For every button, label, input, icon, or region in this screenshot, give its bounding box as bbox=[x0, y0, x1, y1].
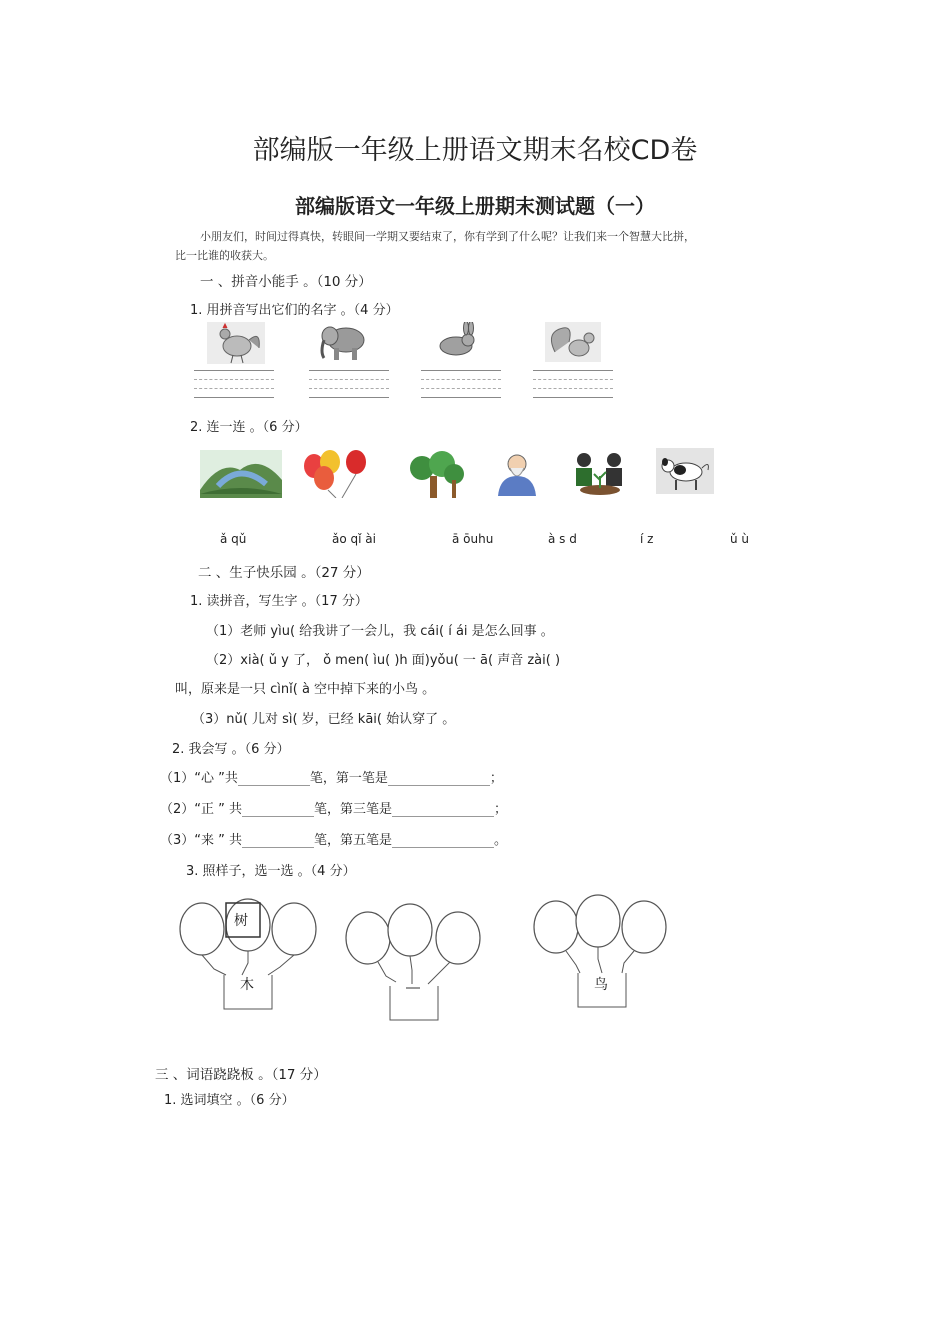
stroke-question-1 bbox=[160, 767, 503, 786]
balloon-group-example bbox=[176, 895, 322, 1015]
pinyin-writing-lines-1[interactable] bbox=[194, 370, 274, 400]
rooster-image bbox=[207, 322, 265, 364]
stroke-question-2-char: （2）“正 ” 共 bbox=[160, 802, 243, 817]
pinyin-item-5: í z bbox=[640, 532, 654, 546]
stroke-name-blank-3[interactable] bbox=[392, 833, 494, 848]
balloon-group-3[interactable] bbox=[530, 893, 676, 1013]
balloon-group-2[interactable] bbox=[342, 900, 488, 1025]
exam-title: 部编版语文一年级上册期末测试题（一） bbox=[295, 194, 655, 218]
pinyin-sentence-1: （1）老师 yìu( 给我讲了一会儿，我 cái( í ái 是怎么回事 。 bbox=[206, 624, 554, 639]
pinyin-sentence-2-cont: 叫，原来是一只 cìnǐ( à 空中掉下来的小鸟 。 bbox=[175, 682, 436, 697]
stroke-question-3 bbox=[160, 829, 507, 848]
dog-image bbox=[656, 448, 714, 494]
balloon-example-base: 木 bbox=[240, 977, 254, 993]
pinyin-writing-lines-4[interactable] bbox=[533, 370, 613, 400]
children-planting-image bbox=[566, 448, 634, 496]
pinyin-writing-lines-3[interactable] bbox=[421, 370, 501, 400]
stroke-count-blank-2[interactable] bbox=[242, 802, 314, 817]
stroke-question-2-end: ； bbox=[494, 802, 508, 817]
stroke-count-blank-3[interactable] bbox=[242, 833, 314, 848]
balloons-image bbox=[298, 448, 374, 498]
balloon-example-char: 树 bbox=[234, 913, 248, 929]
pinyin-sentence-2: （2）xià( ǔ y 了， ǒ men( ìu( )h 面)yǒu( 一 ā( 声音 zài( ) bbox=[206, 653, 561, 668]
pinyin-item-1: ǎ qǔ bbox=[220, 532, 247, 546]
pinyin-writing-lines-2[interactable] bbox=[309, 370, 389, 400]
pinyin-item-2: ǎo qǐ ài bbox=[332, 532, 376, 546]
pinyin-item-4: à s d bbox=[548, 532, 577, 546]
rabbit-image bbox=[430, 322, 480, 358]
pinyin-item-6: ǔ ù bbox=[730, 532, 750, 546]
pinyin-sentence-3: （3）nǔ( 儿对 sì( 岁，已经 kāi( 始认穿了 。 bbox=[192, 712, 456, 727]
intro-line-1: 小朋友们，时间过得真快，转眼间一学期又要结束了，你有学到了什么呢？让我们来一个智慧大比拼， bbox=[200, 230, 695, 243]
intro-line-2: 比一比谁的收获大。 bbox=[175, 249, 274, 262]
stroke-count-blank-1[interactable] bbox=[238, 771, 310, 786]
stroke-question-2-order: 笔，第三笔是 bbox=[314, 802, 393, 817]
section-3-q1: 1. 选词填空 。（6 分） bbox=[164, 1093, 295, 1108]
stroke-question-1-char: （1）“心 ”共 bbox=[160, 771, 238, 786]
stroke-name-blank-2[interactable] bbox=[392, 802, 494, 817]
pinyin-item-3: ā ōuhu bbox=[452, 532, 494, 546]
section-1-q2: 2. 连一连 。（6 分） bbox=[190, 420, 308, 435]
page-title: 部编版一年级上册语文期末名校CD卷 bbox=[252, 135, 698, 166]
balloon-third-base: 鸟 bbox=[594, 977, 608, 993]
old-man-image bbox=[490, 450, 544, 496]
section-2-heading: 二 、生子快乐园 。（27 分） bbox=[198, 565, 370, 581]
stroke-question-3-order: 笔，第五笔是 bbox=[314, 833, 393, 848]
stroke-question-1-end: ； bbox=[489, 771, 503, 786]
mountain-image bbox=[200, 450, 282, 498]
section-2-q1: 1. 读拼音，写生字 。（17 分） bbox=[190, 594, 368, 609]
section-2-q3: 3. 照样子，选一选 。（4 分） bbox=[186, 864, 356, 879]
squirrel-image bbox=[545, 322, 601, 362]
stroke-question-3-char: （3）“来 ” 共 bbox=[160, 833, 243, 848]
stroke-name-blank-1[interactable] bbox=[388, 771, 490, 786]
stroke-question-3-end: 。 bbox=[494, 833, 508, 848]
stroke-question-2 bbox=[160, 798, 507, 817]
elephant-image bbox=[318, 322, 368, 362]
section-2-q2: 2. 我会写 。（6 分） bbox=[172, 742, 290, 757]
section-1-q1: 1. 用拼音写出它们的名字 。（4 分） bbox=[190, 303, 399, 318]
trees-image bbox=[402, 450, 466, 498]
stroke-question-1-order: 笔，第一笔是 bbox=[309, 771, 388, 786]
section-3-heading: 三 、词语跷跷板 。（17 分） bbox=[155, 1067, 327, 1083]
section-1-heading: 一 、拼音小能手 。（10 分） bbox=[200, 274, 372, 290]
